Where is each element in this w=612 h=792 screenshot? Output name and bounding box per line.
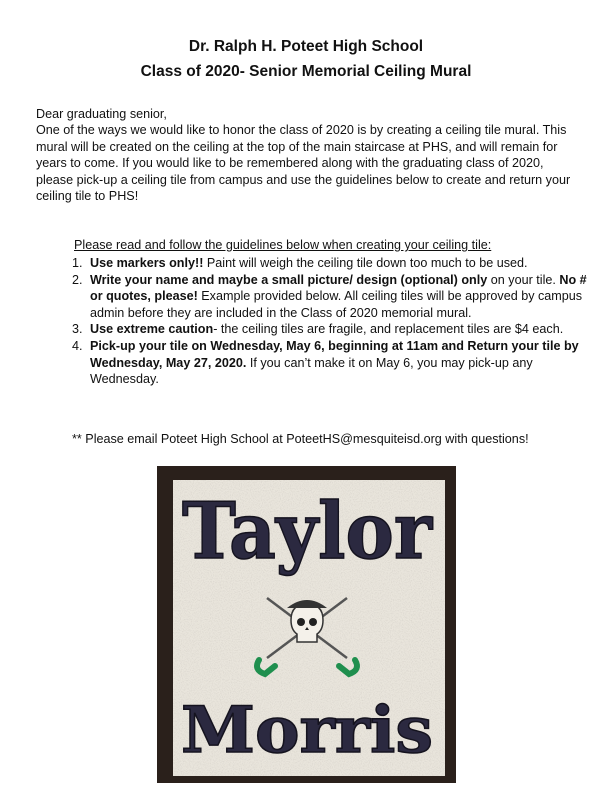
guidelines-list [66,255,596,388]
tile-last-name: Morris [181,693,433,768]
greeting: Dear graduating senior, [36,107,167,121]
guidelines-heading: Please read and follow the guidelines below when creating your ceiling tile: [74,238,492,252]
page-title: Class of 2020- Senior Memorial Ceiling Mural [140,63,472,80]
guideline-emphasis: No # or quotes, please! [90,272,587,304]
guideline-text: Paint will weigh the ceiling tile down too much to be used. [203,256,528,270]
guideline-item [86,321,596,338]
guideline-text: Example provided below. All ceiling tiles will be approved by campus admin before they are included in the Class of 2020 memorial mural. [90,289,583,320]
letter-body [36,106,581,204]
guideline-item [86,272,596,322]
intro-paragraph: One of the ways we would like to honor the class of 2020 is by creating a ceiling tile mural. This mural will be created on the ceiling at the top of the main staircase at PHS, and will remain for years to come. If you would like to be remembered along with the graduating class of 2020, please pick-up a ceiling tile from campus and use the guidelines below to create and return your ceiling tile to PHS! [36,123,571,204]
guideline-item [86,255,596,272]
guideline-emphasis: Write your name and maybe a small picture/ design (optional) only [90,272,488,287]
guideline-emphasis: Pick-up your tile on Wednesday, May 6, beginning at 11am and Return your tile by Wednesday, May 27, 2020. [90,338,579,370]
school-name: Dr. Ralph H. Poteet High School [188,38,424,55]
guideline-emphasis: Use extreme caution [90,322,214,337]
guideline-text: If you can’t make it on May 6, you may pick-up any Wednesday. [90,355,533,387]
example-tile-photo [157,466,456,783]
contact-note: ** Please email Poteet High School at PoteetHS@mesquiteisd.org with questions! [72,432,529,446]
guideline-item [86,338,596,388]
guideline-text: on your tile. [487,272,560,287]
guideline-text: - the ceiling tiles are fragile, and replacement tiles are $4 each. [213,322,564,337]
guideline-emphasis: Use markers only!! [90,256,204,270]
tile-first-name: Taylor [182,486,433,577]
example-tile-graphic [157,466,456,783]
